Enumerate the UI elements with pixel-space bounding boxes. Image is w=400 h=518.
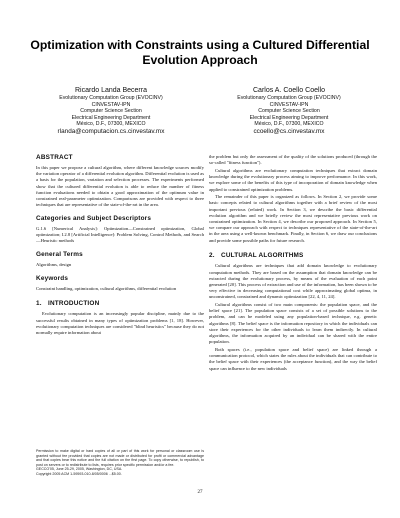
categories-heading: Categories and Subject Descriptors bbox=[36, 214, 152, 222]
abstract-heading: ABSTRACT bbox=[36, 154, 73, 161]
abstract-text: In this paper we propose a cultural algorithm, where different knowledge sources modify the variation operator of a differential evolution algorithm. Differential evolution is used as a basis for the population, variation and selection processes. The experiments performed show that the cultured differential evolution is able to reduce the number of fitness function evaluations needed to obtain a good approximation of the optimum value in constrained real-parameter optimization. Comparisons are provided with respect to three techniques that are representative of the state-of-the-art in the area. bbox=[36, 165, 204, 208]
section-title: CULTURAL ALGORITHMS bbox=[221, 252, 304, 260]
general-terms-text: Algorithms, design bbox=[36, 262, 72, 268]
author-block bbox=[22, 86, 378, 136]
left-column bbox=[36, 154, 204, 338]
author-affiliation: CINVESTAV-IPN bbox=[269, 101, 309, 108]
cultural-algorithms-heading bbox=[209, 252, 377, 260]
author-affiliation: Electrical Engineering Department bbox=[249, 114, 329, 121]
copyright-line: Copyright 2005 ACM 1-59593-010-8/05/0006 ...$5.00. bbox=[36, 471, 122, 476]
author-affiliation: Evolutionary Computation Group (EVOCINV) bbox=[237, 95, 341, 101]
author-affiliation: CINVESTAV-IPN bbox=[91, 101, 131, 108]
author-address: México, D.F., 07300, MEXICO bbox=[254, 121, 324, 128]
keywords-heading: Keywords bbox=[36, 274, 69, 282]
permission-text: Permission to make digital or hard copies of all or part of this work for personal or classroom use is granted without fee provided that copies are not made or distributed for profit or commercial advantage and that copies bear this notice and the full citation on the first page. To copy otherwise, to republish, to post on servers or to redistribute to lists, requires prior specific permission and/or a fee. bbox=[36, 449, 204, 467]
paper-title: Optimization with Constraints using a Cultured Differential Evolution Approach bbox=[30, 38, 370, 67]
permission-footnote bbox=[36, 449, 204, 477]
page-number: 27 bbox=[197, 490, 203, 495]
introduction-heading bbox=[36, 300, 204, 308]
paragraph: The remainder of this paper is organized as follows. In Section 2, we provide some basic concepts related to cultural algorithms together with a brief review of the most important previous (related) work. In Section 3, we describe the basic differential evolution algorithm and we briefly review the most representative previous work on constrained optimization. In Section 4, we describe our proposed approach. In Section 5, we compare our approach with respect to techniques representative of the state-of-the-art in the area using a well-known benchmark. Finally, in Section 6, we draw our conclusions and provide some possible paths for future research. bbox=[209, 194, 377, 243]
conference-line: GECCO'05, June 25-29, 2005, Washington, DC, USA. bbox=[36, 467, 123, 472]
paragraph: Cultural algorithms are techniques that add domain knowledge to evolutionary computation methods. They are based on the assumption that domain knowledge can be extracted during the evolutionary process, by means of the evaluation of each point generated [20]. This process of extraction and use of the information, has been shown to be very effective in decreasing computational cost while approximating global optima, in unconstrained, constrained and dynamic optimization [22, 4, 11, 24]. bbox=[209, 263, 377, 300]
paragraph: Cultural algorithms are evolutionary computation techniques that extract domain knowledge during the evolutionary process aiming to improve performance. In this work, we explore some of the benefits of this type of incorporation of domain knowledge when applied to constrained optimization problems. bbox=[209, 167, 377, 192]
author-email[interactable]: rlanda@computacion.cs.cinvestav.mx bbox=[57, 128, 165, 136]
categories-text: G.1.6 [Numerical Analysis]: Optimization—Constrained optimization, Global optimization; I.2.8 [Artificial Intelligence]: Problem Solving, Control Methods, and Search—Heuristic methods bbox=[36, 225, 204, 244]
author-affiliation: Electrical Engineering Department bbox=[71, 114, 151, 121]
author-affiliation: Evolutionary Computation Group (EVOCINV) bbox=[59, 95, 163, 101]
author-affiliation: Computer Science Section bbox=[258, 108, 320, 115]
author-email[interactable]: ccoello@cs.cinvestav.mx bbox=[253, 128, 325, 136]
keywords-text: Constraint handling, optimization, cultural algorithms, differential evolution bbox=[36, 285, 177, 291]
author-name: Carlos A. Coello Coello bbox=[253, 87, 325, 94]
right-column bbox=[209, 154, 377, 373]
author-name: Ricardo Landa Becerra bbox=[75, 87, 147, 94]
section-title: INTRODUCTION bbox=[48, 300, 100, 308]
author-address: México, D.F., 07300, MEXICO bbox=[76, 121, 146, 128]
paragraph: Both spaces (i.e., population space and belief space) are linked through a communication protocol, which states the rules about the individuals that can contribute to the belief space with their experiences (the acceptance function), and the way the belief space can influence to the new individuals bbox=[209, 346, 377, 371]
introduction-text: Evolutionary computation is an increasingly popular discipline, mainly due to the successful results obtained in many types of optimization problems [1, 18]. However, evolutionary computation techniques are considered "blind heuristics" because they do not normally require information about bbox=[36, 311, 204, 336]
section-number: 2. bbox=[209, 252, 215, 260]
author-affiliation: Computer Science Section bbox=[80, 108, 142, 115]
paragraph: the problem but only the assessment of the quality of the solutions produced (through the so-called "fitness function"). bbox=[209, 154, 377, 166]
paragraph: Cultural algorithms consist of two main components: the population space, and the belief space [21]. The population space consists of a set of possible solutions to the problem, and can be modeled using any population-based technique, e.g. genetic algorithms [8]. The belief space is the information repository in which the individuals can store their experiences for the other individuals to learn them indirectly. In cultural algorithms, the information acquired by an individual can be shared with the entire population. bbox=[209, 302, 377, 345]
general-terms-heading: General Terms bbox=[36, 251, 83, 259]
section-number: 1. bbox=[36, 300, 42, 308]
author-2 bbox=[200, 86, 378, 136]
author-1 bbox=[22, 86, 200, 136]
